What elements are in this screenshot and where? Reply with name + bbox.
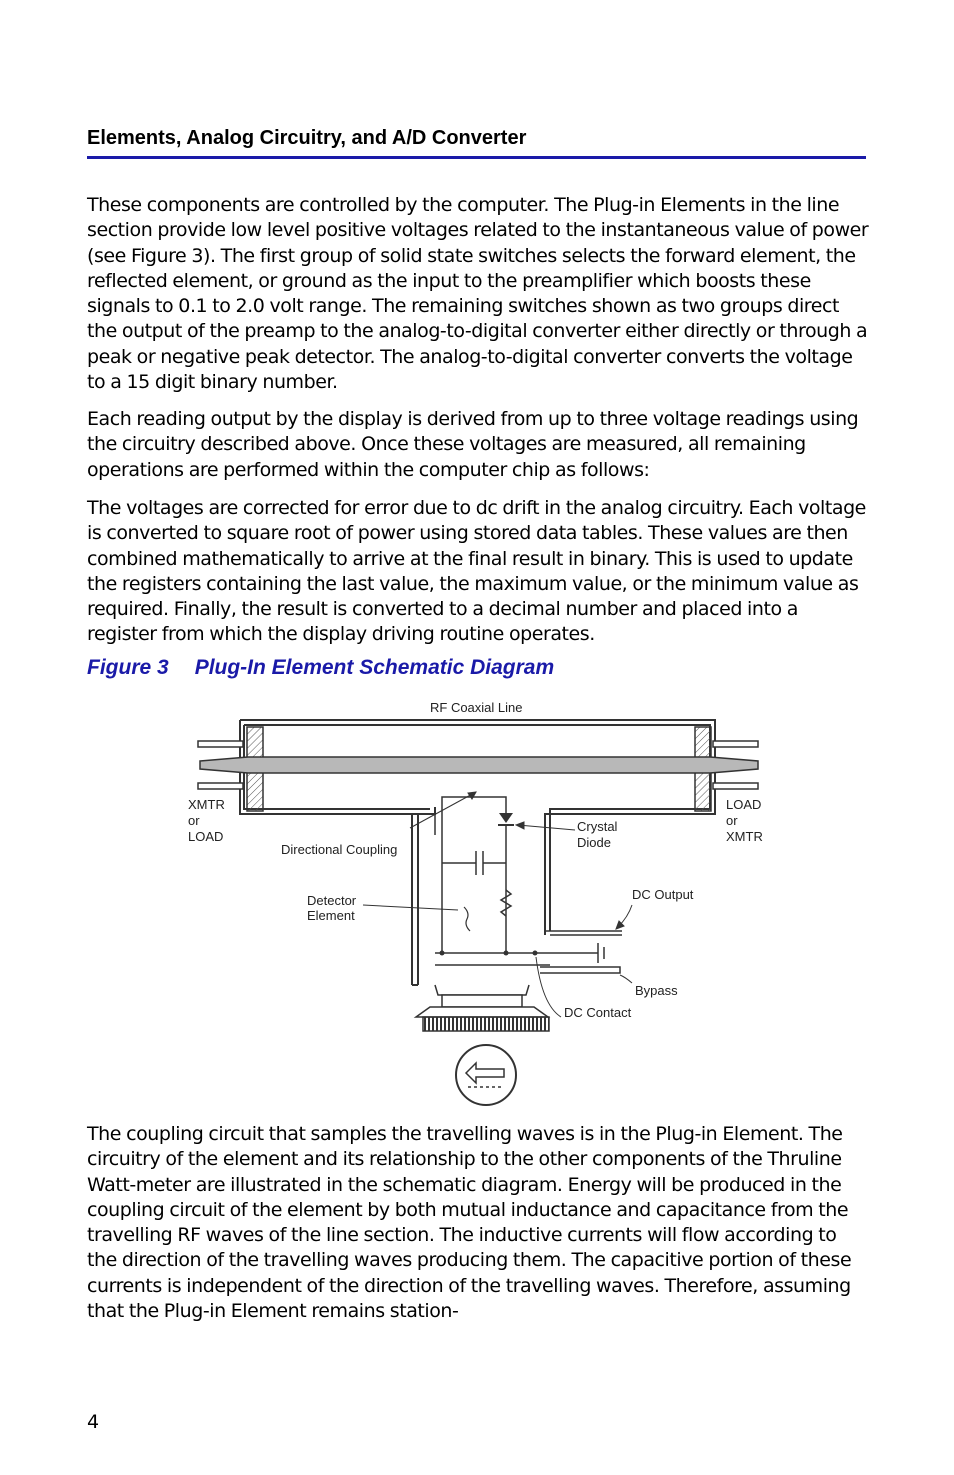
page-number: 4 [87, 1411, 100, 1433]
label-crystal: Crystal [577, 819, 618, 834]
plug-in-element-schematic [180, 695, 780, 1115]
label-right-port-1: LOAD [726, 797, 762, 812]
label-rf-coaxial-line: RF Coaxial Line [430, 700, 523, 715]
label-dc-output: DC Output [632, 887, 694, 902]
outer-conductor [240, 720, 715, 830]
label-left-port-3: LOAD [188, 829, 224, 844]
paragraph-coupling-circuit: The coupling circuit that samples the travelling waves is in the Plug-in Element. The circuitry of the element and its relationship to the other components of the Thruline Watt-meter are illustrated in the schematic diagram. Energy will be produced in the coupling circuit of the element by both mutual inductance and capacitance from the travelling RF waves of the line section. The inductive currents will flow according to the direction of the travelling waves producing them. The capacitive portion of these currents is independent of the direction of the travelling waves. Therefore, assuming that the Plug-in Element remains station- [87, 1123, 852, 1323]
coupling-loop [442, 797, 514, 953]
figure-number: Figure 3 [87, 656, 169, 679]
label-left-port-1: XMTR [188, 797, 225, 812]
figure-caption [87, 655, 554, 681]
label-left-port-2: or [188, 813, 200, 828]
section-title: Elements, Analog Circuitry, and A/D Converter [87, 126, 866, 159]
figure-title: Plug-In Element Schematic Diagram [194, 656, 555, 679]
crystal-diode-icon [499, 813, 513, 823]
label-right-port-3: XMTR [726, 829, 763, 844]
direction-arrow-icon [456, 1045, 516, 1105]
label-right-port-2: or [726, 813, 738, 828]
paragraph-readings: Each reading output by the display is derived from up to three voltage readings using the circuitry described above. Once these voltages are measured, all remaining operations are performed within the computer chip as follows: [87, 408, 859, 481]
inner-conductor [200, 757, 758, 773]
label-detector: Detector [307, 893, 357, 908]
paragraph-corrections: The voltages are corrected for error due to dc drift in the analog circuitry. Each voltage is converted to square root of power using stored data tables. These values are then combined mathematically to arrive at the final result in binary. This is used to update the registers containing the last value, the maximum value, or the minimum value as required. Finally, the result is converted to a decimal number and placed into a register from which the display driving routine operates. [87, 497, 866, 646]
paragraph-components: These components are controlled by the computer. The Plug-in Elements in the line section provide low level positive voltages related to the instantaneous value of power (see Figure 3). The first group of solid state switches selects the forward element, the reflected element, or ground as the input to the preamplifier which boosts these signals to 0.1 to 2.0 volt range. The remaining switches shown as two groups direct the output of the preamp to the analog-to-digital converter either directly or through a peak or negative peak detector. The analog-to-digital converter converts the voltage to a 15 digit binary number. [87, 194, 869, 394]
label-bypass: Bypass [635, 983, 678, 998]
element-housing [412, 807, 550, 985]
element-body [416, 965, 550, 1031]
dc-output-path [435, 931, 622, 973]
label-diode: Diode [577, 835, 611, 850]
label-directional-coupling: Directional Coupling [281, 842, 398, 857]
label-element: Element [307, 908, 355, 923]
label-dc-contact: DC Contact [564, 1005, 632, 1020]
